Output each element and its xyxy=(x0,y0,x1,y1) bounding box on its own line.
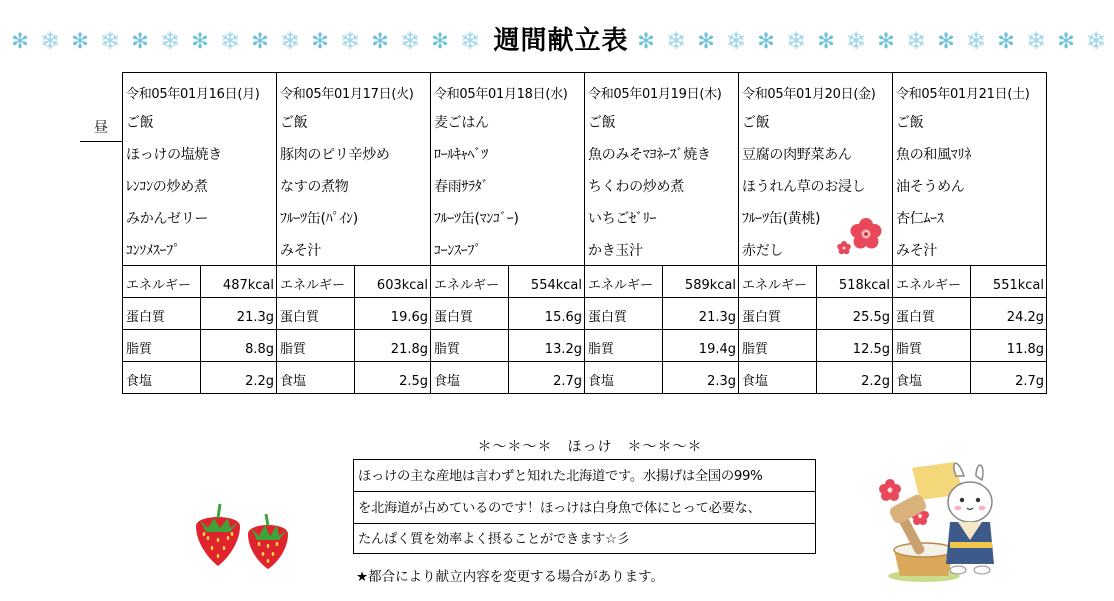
day-header: 令和05年01月20日(金) xyxy=(738,72,892,105)
dish-item: 油そうめん xyxy=(892,169,1046,201)
note-line: たんぱく質を効率よく摂ることができます☆彡 xyxy=(358,532,630,547)
dish-item: ﾌﾙｰﾂ缶(黄桃) xyxy=(738,201,892,233)
nutrient-label: エネルギー xyxy=(276,265,354,297)
snowflake-icon: ❄ xyxy=(219,27,241,55)
nutrient-label: エネルギー xyxy=(584,265,662,297)
nutrient-label: 脂質 xyxy=(122,329,200,361)
page-title: 週間献立表 xyxy=(493,26,629,56)
asterisk-flake-icon: ✻ xyxy=(431,29,449,53)
snowflake-icon: ❄ xyxy=(459,27,481,55)
asterisk-flake-icon: ✻ xyxy=(191,29,209,53)
dish-item: みそ汁 xyxy=(892,233,1046,265)
snowflake-row-left xyxy=(6,24,484,58)
dish-item: ご飯 xyxy=(584,105,738,137)
note-line: ほっけの主な産地は言わずと知れた北海道です。水揚げは全国の99% xyxy=(358,469,763,484)
nutrient-protein-value: 21.3g xyxy=(662,297,738,329)
dish-item: ご飯 xyxy=(892,105,1046,137)
day-header: 令和05年01月18日(水) xyxy=(430,72,584,105)
nutrient-energy-value: 554kcal xyxy=(508,265,584,297)
nutrient-energy-value: 551kcal xyxy=(970,265,1046,297)
nutrient-protein-value: 24.2g xyxy=(970,297,1046,329)
dish-item: 麦ごはん xyxy=(430,105,584,137)
nutrient-salt-value: 2.2g xyxy=(200,361,276,393)
asterisk-flake-icon: ✻ xyxy=(817,29,835,53)
dish-item: 杏仁ﾑｰｽ xyxy=(892,201,1046,233)
nutrition-row-divider xyxy=(122,361,1046,362)
dish-item: 春雨ｻﾗﾀﾞ xyxy=(430,169,584,201)
nutrient-energy-value: 589kcal xyxy=(662,265,738,297)
snowflake-icon: ❄ xyxy=(965,27,987,55)
snowflake-icon: ❄ xyxy=(905,27,927,55)
nutrient-label: エネルギー xyxy=(122,265,200,297)
nutrient-label: 蛋白質 xyxy=(276,297,354,329)
note-box xyxy=(353,459,816,554)
day-header: 令和05年01月17日(火) xyxy=(276,72,430,105)
nutrient-label: 蛋白質 xyxy=(584,297,662,329)
day-header: 令和05年01月16日(月) xyxy=(122,72,276,105)
snowflake-icon: ❄ xyxy=(399,27,421,55)
dish-item: ﾌﾙｰﾂ缶(ﾏﾝｺﾞｰ) xyxy=(430,201,584,233)
asterisk-flake-icon: ✻ xyxy=(877,29,895,53)
nutrient-label: エネルギー xyxy=(738,265,816,297)
dish-item: 豆腐の肉野菜あん xyxy=(738,137,892,169)
dish-item: ご飯 xyxy=(122,105,276,137)
asterisk-flake-icon: ✻ xyxy=(757,29,775,53)
nutrient-protein-value: 19.6g xyxy=(354,297,430,329)
nutrient-protein-value: 15.6g xyxy=(508,297,584,329)
strawberry-icon xyxy=(188,494,298,570)
snowflake-icon: ❄ xyxy=(845,27,867,55)
table-right-border xyxy=(1046,72,1047,394)
dish-item: かき玉汁 xyxy=(584,233,738,265)
nutrient-fat-value: 11.8g xyxy=(970,329,1046,361)
nutrient-energy-value: 518kcal xyxy=(816,265,892,297)
asterisk-flake-icon: ✻ xyxy=(1057,29,1075,53)
dish-item: 赤だし xyxy=(738,233,892,265)
asterisk-flake-icon: ✻ xyxy=(131,29,149,53)
table-top-border xyxy=(122,72,1046,73)
dish-item: ご飯 xyxy=(276,105,430,137)
nutrient-label: 蛋白質 xyxy=(892,297,970,329)
dish-item: みそ汁 xyxy=(276,233,430,265)
snowflake-icon: ❄ xyxy=(725,27,747,55)
dish-item: みかんゼリー xyxy=(122,201,276,233)
nutrient-label: 食塩 xyxy=(430,361,508,393)
nutrient-label: 脂質 xyxy=(276,329,354,361)
snowflake-icon: ❄ xyxy=(339,27,361,55)
nutrient-salt-value: 2.2g xyxy=(816,361,892,393)
nutrient-label: 食塩 xyxy=(122,361,200,393)
dish-item: ちくわの炒め煮 xyxy=(584,169,738,201)
dish-item: ﾚﾝｺﾝの炒め煮 xyxy=(122,169,276,201)
nutrient-label: エネルギー xyxy=(430,265,508,297)
asterisk-flake-icon: ✻ xyxy=(937,29,955,53)
nutrient-fat-value: 13.2g xyxy=(508,329,584,361)
nutrient-label: 蛋白質 xyxy=(738,297,816,329)
asterisk-flake-icon: ✻ xyxy=(997,29,1015,53)
nutrient-label: 脂質 xyxy=(430,329,508,361)
nutrient-label: 食塩 xyxy=(584,361,662,393)
dish-item: ほうれん草のお浸し xyxy=(738,169,892,201)
asterisk-flake-icon: ✻ xyxy=(371,29,389,53)
snowflake-icon: ❄ xyxy=(99,27,121,55)
nutrient-energy-value: 603kcal xyxy=(354,265,430,297)
nutrient-fat-value: 8.8g xyxy=(200,329,276,361)
dish-item: 魚のみそﾏﾖﾈｰｽﾞ焼き xyxy=(584,137,738,169)
nutrient-salt-value: 2.5g xyxy=(354,361,430,393)
day-header: 令和05年01月21日(土) xyxy=(892,72,1046,105)
dish-item: ｺﾝｿﾒｽｰﾌﾟ xyxy=(122,233,276,265)
dish-item: ﾛｰﾙｷｬﾍﾞﾂ xyxy=(430,137,584,169)
nutrient-salt-value: 2.3g xyxy=(662,361,738,393)
nutrient-label: エネルギー xyxy=(892,265,970,297)
asterisk-flake-icon: ✻ xyxy=(637,29,655,53)
dish-item: ほっけの塩焼き xyxy=(122,137,276,169)
nutrient-energy-value: 487kcal xyxy=(200,265,276,297)
nutrient-fat-value: 12.5g xyxy=(816,329,892,361)
nutrition-row-divider xyxy=(122,297,1046,298)
menu-change-disclaimer: ★都合により献立内容を変更する場合があります。 xyxy=(356,569,665,585)
nutrient-label: 食塩 xyxy=(892,361,970,393)
snowflake-icon: ❄ xyxy=(1085,27,1107,55)
snowflake-icon: ❄ xyxy=(1025,27,1047,55)
dish-item: ご飯 xyxy=(738,105,892,137)
dish-item: なすの煮物 xyxy=(276,169,430,201)
nutrient-protein-value: 21.3g xyxy=(200,297,276,329)
nutrient-label: 脂質 xyxy=(892,329,970,361)
dish-item: ｺｰﾝｽｰﾌﾟ xyxy=(430,233,584,265)
nutrient-fat-value: 19.4g xyxy=(662,329,738,361)
nutrient-label: 蛋白質 xyxy=(122,297,200,329)
asterisk-flake-icon: ✻ xyxy=(11,29,29,53)
dish-item: いちごｾﾞﾘｰ xyxy=(584,201,738,233)
snowflake-row-right xyxy=(632,24,1110,58)
nutrient-label: 脂質 xyxy=(738,329,816,361)
nutrient-salt-value: 2.7g xyxy=(970,361,1046,393)
nutrient-label: 蛋白質 xyxy=(430,297,508,329)
snowflake-icon: ❄ xyxy=(665,27,687,55)
nutrient-label: 脂質 xyxy=(584,329,662,361)
table-bottom-border xyxy=(122,393,1046,394)
note-title: ＊～＊～＊ ほっけ ＊～＊～＊ xyxy=(477,439,703,455)
dish-item: 魚の和風ﾏﾘﾈ xyxy=(892,137,1046,169)
nutrient-label: 食塩 xyxy=(738,361,816,393)
snowflake-icon: ❄ xyxy=(159,27,181,55)
weekly-menu-table xyxy=(122,72,1046,394)
asterisk-flake-icon: ✻ xyxy=(697,29,715,53)
asterisk-flake-icon: ✻ xyxy=(251,29,269,53)
snowflake-icon: ❄ xyxy=(279,27,301,55)
asterisk-flake-icon: ✻ xyxy=(71,29,89,53)
nutrition-row-divider xyxy=(122,329,1046,330)
nutrient-fat-value: 21.8g xyxy=(354,329,430,361)
nutrient-protein-value: 25.5g xyxy=(816,297,892,329)
plum-flower-icon xyxy=(832,212,890,262)
nutrient-label: 食塩 xyxy=(276,361,354,393)
asterisk-flake-icon: ✻ xyxy=(311,29,329,53)
snowflake-icon: ❄ xyxy=(785,27,807,55)
day-header: 令和05年01月19日(木) xyxy=(584,72,738,105)
dish-item: ﾌﾙｰﾂ缶(ﾊﾟｲﾝ) xyxy=(276,201,430,233)
dish-item: 豚肉のピリ辛炒め xyxy=(276,137,430,169)
rabbit-mochi-icon xyxy=(872,460,1006,584)
note-line: を北海道が占めているのです！ほっけは白身魚で体にとって必要な、 xyxy=(358,501,761,516)
snowflake-icon: ❄ xyxy=(39,27,61,55)
nutrition-top-border xyxy=(122,265,1046,266)
nutrient-salt-value: 2.7g xyxy=(508,361,584,393)
meal-label-lunch: 昼 xyxy=(80,116,122,142)
